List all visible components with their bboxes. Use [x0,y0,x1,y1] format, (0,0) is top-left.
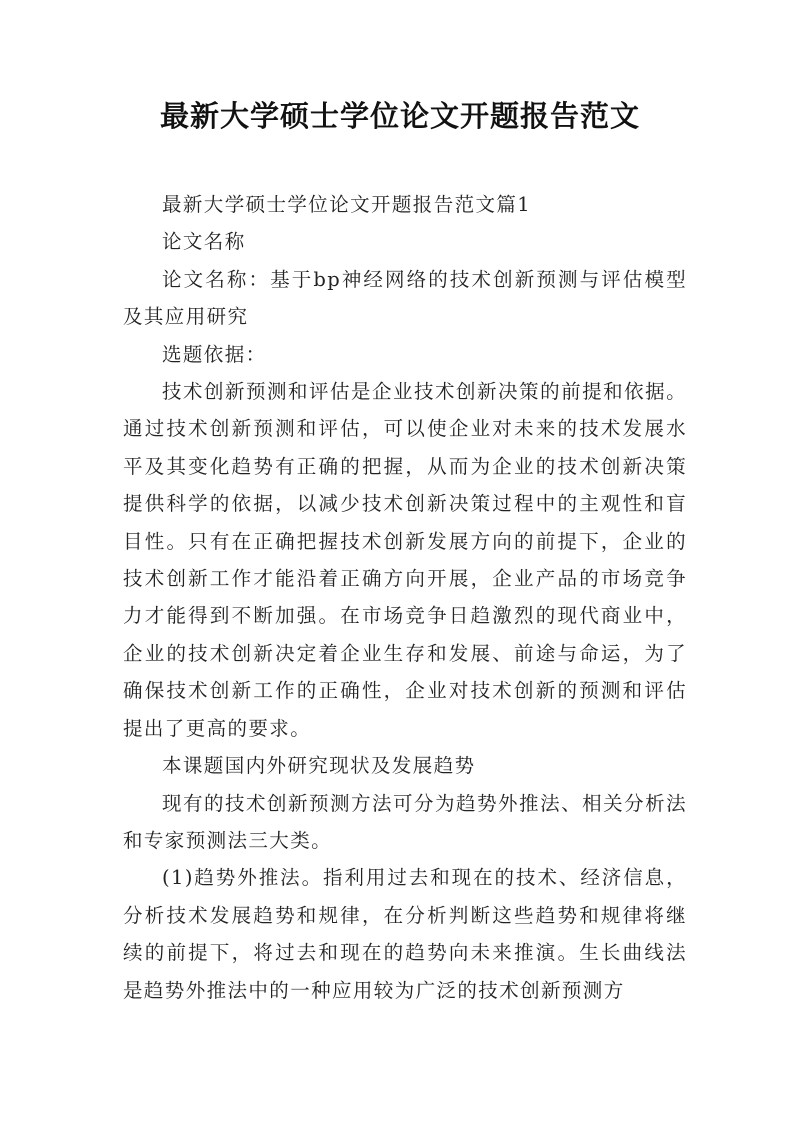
section-heading: 最新大学硕士学位论文开题报告范文篇1 [162,193,532,216]
paragraph-trend-extrapolation: (1)趋势外推法。指利用过去和现在的技术、经济信息，分析技术发展趋势和规律，在分析判断这些趋势和规律将继续的前提下，将过去和现在的趋势向未来推演。生长曲线法是趋势外推法中的一种应用较为广泛的技术创新预测方 [123,866,687,1002]
document-title: 最新大学硕士学位论文开题报告范文 [159,99,640,133]
paragraph-research-status-label: 本课题国内外研究现状及发展趋势 [162,754,476,778]
paragraph-thesis-name-label: 论文名称 [162,230,246,254]
paragraph-topic-basis-label: 选题依据： [162,342,267,366]
document-body [123,186,687,1009]
paragraph-topic-basis: 技术创新预测和评估是企业技术创新决策的前提和依据。通过技术创新预测和评估，可以使企业对未来的技术发展水平及其变化趋势有正确的把握，从而为企业的技术创新决策提供科学的依据，以减少技术创新决策过程中的主观性和盲目性。只有在正确把握技术创新发展方向的前提下，企业的技术创新工作才能沿着正确方向开展，企业产品的市场竞争力才能得到不断加强。在市场竞争日趋激烈的现代商业中，企业的技术创新决定着企业生存和发展、前途与命运，为了确保技术创新工作的正确性，企业对技术创新的预测和评估提出了更高的要求。 [123,380,687,740]
paragraph-methods-intro: 现有的技术创新预测方法可分为趋势外推法、相关分析法和专家预测法三大类。 [123,791,687,852]
paragraph-thesis-name: 论文名称：基于bp神经网络的技术创新预测与评估模型及其应用研究 [123,267,687,329]
